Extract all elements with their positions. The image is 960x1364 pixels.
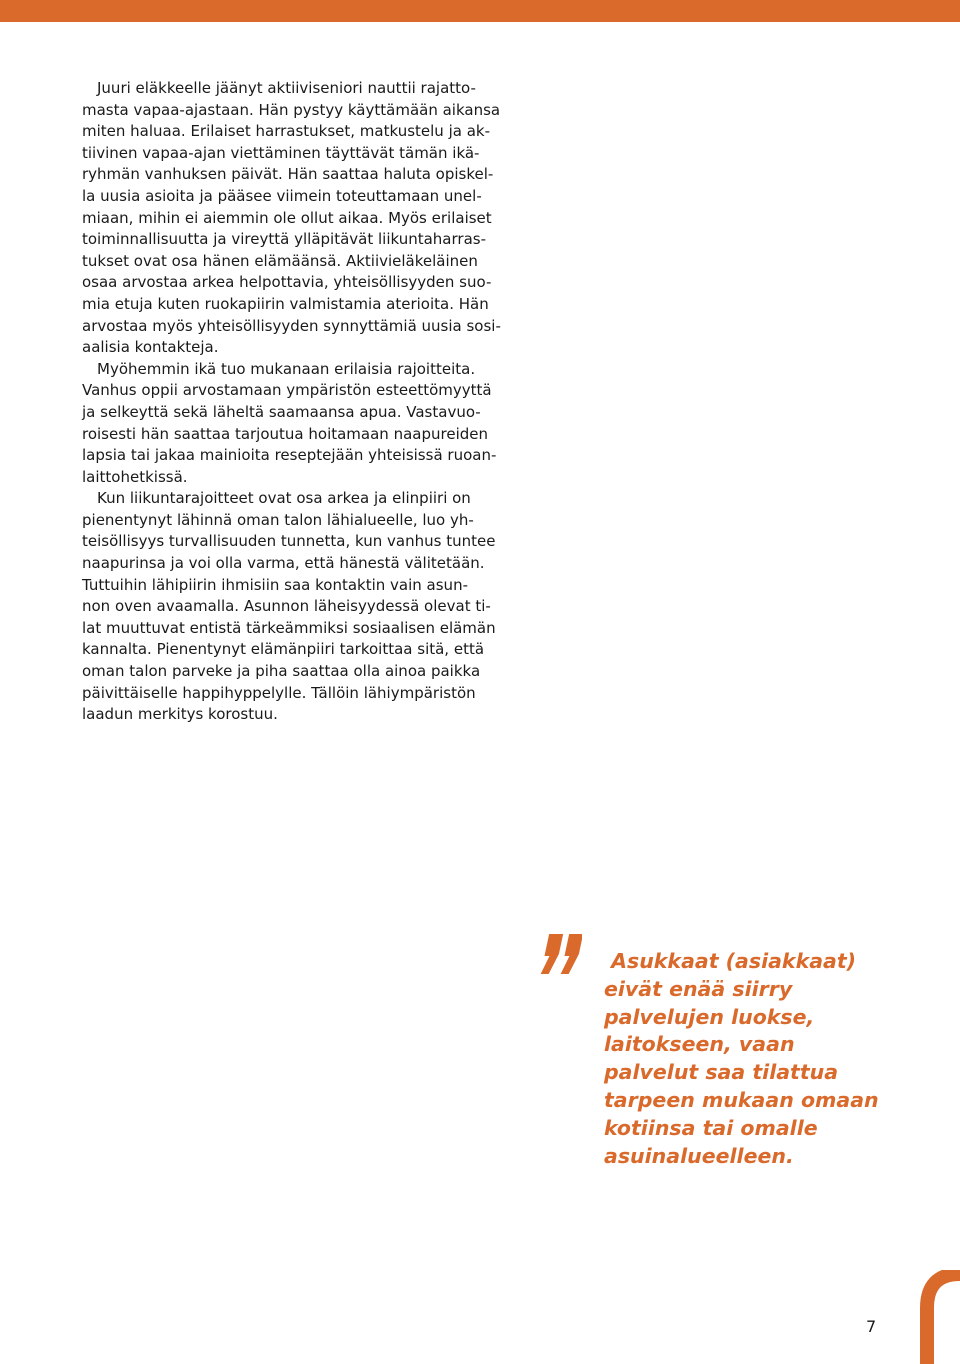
body-text-line: osaa arvostaa arkea helpottavia, yhteisöllisyyden suo- [82, 273, 492, 292]
pull-quote-line: palvelut saa tilattua [604, 1060, 839, 1085]
body-text-line: Vanhus oppii arvostamaan ympäristön esteettömyyttä [82, 381, 492, 400]
body-text-line: ryhmän vanhuksen päivät. Hän saattaa haluta opiskel- [82, 165, 494, 184]
top-accent-bar [0, 0, 960, 22]
body-text [82, 78, 501, 726]
closing-quote-icon [536, 930, 582, 980]
body-text-line: la uusia asioita ja pääsee viimein toteuttamaan unel- [82, 186, 482, 205]
pull-quote-line: eivät enää siirry [604, 976, 793, 1001]
pull-quote [604, 948, 904, 1170]
body-text-line: Juuri eläkkeelle jäänyt aktiiviseniori nauttii rajatto- [97, 79, 476, 97]
body-text-line: toiminnallisuutta ja vireyttä ylläpitävät liikuntaharras- [82, 230, 486, 249]
body-text-line: päivittäiselle happihyppelylle. Tällöin lähiympäristön [82, 683, 476, 702]
body-text-line: lat muuttuvat entistä tärkeämmiksi sosiaalisen elämän [82, 618, 496, 637]
body-text-line: non oven avaamalla. Asunnon läheisyydessä olevat ti- [82, 597, 491, 616]
body-text-line: mia etuja kuten ruokapiirin valmistamia aterioita. Hän [82, 294, 489, 313]
body-text-line: ja selkeyttä sekä läheltä saamaansa apua. Vastavuo- [82, 402, 481, 421]
body-text-line: pienentynyt lähinnä oman talon lähialueelle, luo yh- [82, 510, 474, 529]
body-text-line: teisöllisyys turvallisuuden tunnetta, kun vanhus tuntee [82, 532, 496, 551]
body-text-line: tiivinen vapaa-ajan viettäminen täyttävät tämän ikä- [82, 143, 480, 162]
body-text-line: arvostaa myös yhteisöllisyyden synnyttämiä uusia sosi- [82, 316, 501, 335]
body-text-line: aalisia kontakteja. [82, 338, 219, 357]
body-text-line: masta vapaa-ajastaan. Hän pystyy käyttämään aikansa [82, 100, 501, 119]
pull-quote-line: Asukkaat (asiakkaat) [604, 949, 857, 973]
body-text-line: naapurinsa ja voi olla varma, että hänestä välitetään. [82, 554, 485, 573]
body-text-line: miten haluaa. Erilaiset harrastukset, matkustelu ja ak- [82, 122, 491, 141]
pull-quote-line: palvelujen luokse, [604, 1004, 815, 1029]
pull-quote-line: kotiinsa tai omalle [604, 1115, 818, 1140]
body-text-line: miaan, mihin ei aiemmin ole ollut aikaa. Myös erilaiset [82, 208, 492, 227]
body-text-line: oman talon parveke ja piha saattaa olla ainoa paikka [82, 662, 481, 681]
body-text-line: laadun merkitys korostuu. [82, 705, 278, 724]
body-text-line: Myöhemmin ikä tuo mukanaan erilaisia rajoitteita. [97, 359, 476, 378]
body-text-line: kannalta. Pienentynyt elämänpiiri tarkoittaa sitä, että [82, 640, 485, 659]
body-text-line: Kun liikuntarajoitteet ovat osa arkea ja elinpiiri on [97, 489, 471, 508]
body-text-line: tukset ovat osa hänen elämäänsä. Aktiivieläkeläinen [82, 251, 478, 270]
body-text-line: laittohetkissä. [82, 467, 188, 486]
body-text-line: Tuttuihin lähipiirin ihmisiin saa kontaktin vain asun- [82, 575, 468, 594]
page-number: 7 [866, 1317, 877, 1336]
corner-bracket-decoration [905, 1270, 960, 1364]
pull-quote-line: laitokseen, vaan [604, 1032, 795, 1057]
pull-quote-line: tarpeen mukaan omaan [604, 1087, 879, 1112]
pull-quote-line: asuinalueelleen. [604, 1143, 794, 1168]
body-text-line: roisesti hän saattaa tarjoutua hoitamaan naapureiden [82, 424, 488, 443]
body-text-line: lapsia tai jakaa mainioita reseptejään yhteisissä ruoan- [82, 446, 497, 465]
